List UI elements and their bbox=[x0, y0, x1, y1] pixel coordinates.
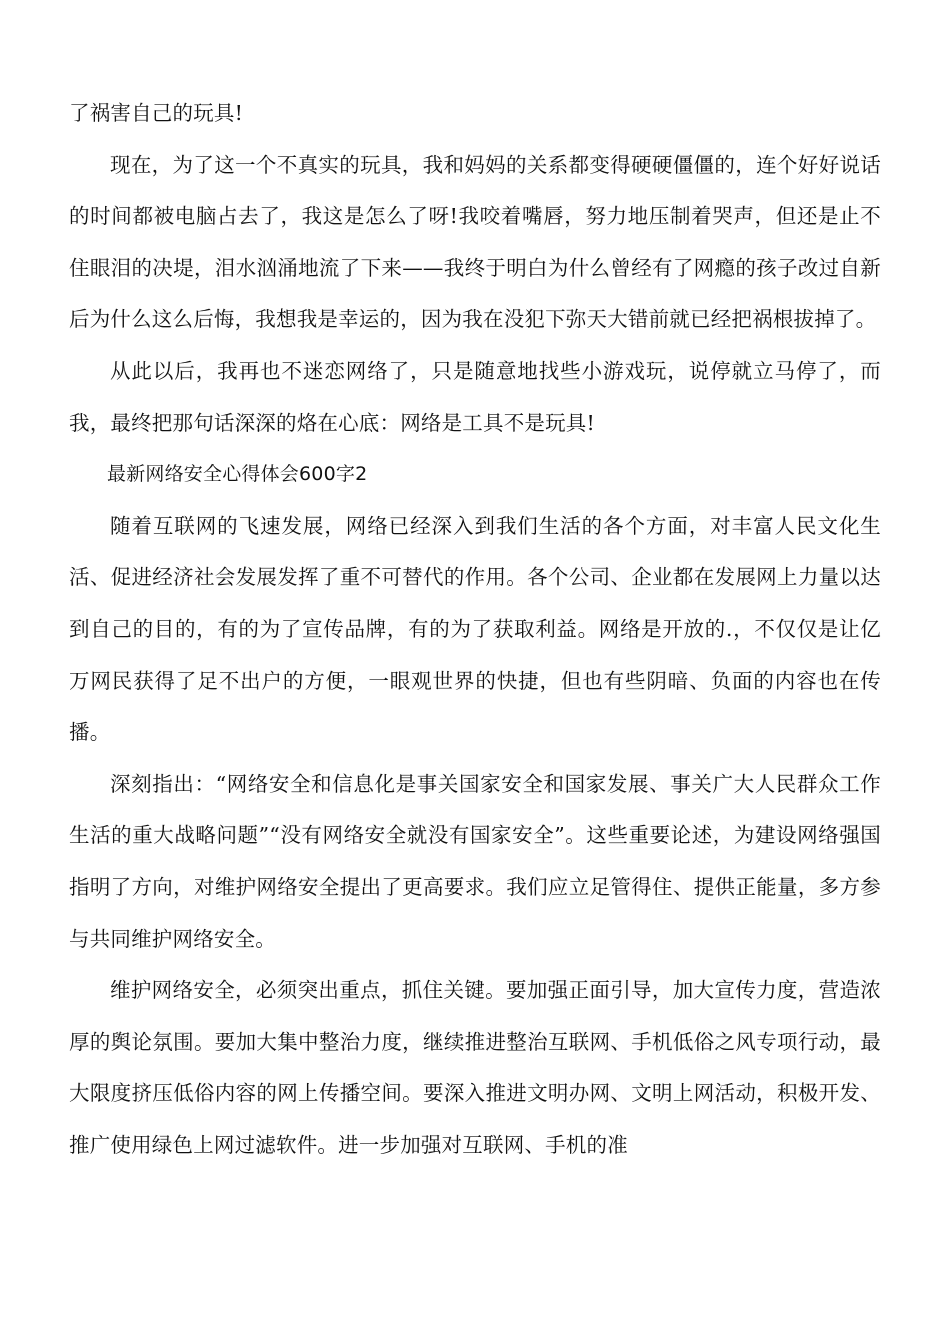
paragraph: 现在，为了这一个不真实的玩具，我和妈妈的关系都变得硬硬僵僵的，连个好好说话的时间都被电脑占去了，我这是怎么了呀!我咬着嘴唇，努力地压制着哭声，但还是止不住眼泪的决堤，泪水汹涌地流了下来——我终于明白为什么曾经有了网瘾的孩子改过自新后为什么这么后悔，我想我是幸运的，因为我在没犯下弥天大错前就已经把祸根拔掉了。 bbox=[69, 152, 881, 332]
document-body bbox=[69, 88, 881, 1171]
paragraph-continuation: 了祸害自己的玩具! bbox=[69, 101, 244, 125]
paragraph: 从此以后，我再也不迷恋网络了，只是随意地找些小游戏玩，说停就立马停了，而我，最终把那句话深深的烙在心底：网络是工具不是玩具! bbox=[69, 358, 881, 435]
paragraph: 随着互联网的飞速发展，网络已经深入到我们生活的各个方面，对丰富人民文化生活、促进经济社会发展发挥了重不可替代的作用。各个公司、企业都在发展网上力量以达到自己的目的，有的为了宣传品牌，有的为了获取利益。网络是开放的.，不仅仅是让亿万网民获得了足不出户的方便，一眼观世界的快捷，但也有些阴暗、负面的内容也在传播。 bbox=[69, 513, 881, 745]
paragraph: 维护网络安全，必须突出重点，抓住关键。要加强正面引导，加大宣传力度，营造浓厚的舆论氛围。要加大集中整治力度，继续推进整治互联网、手机低俗之风专项行动，最大限度挤压低俗内容的网上传播空间。要深入推进文明办网、文明上网活动，积极开发、推广使用绿色上网过滤软件。进一步加强对互联网、手机的准 bbox=[69, 978, 881, 1157]
paragraph: 深刻指出：“网络安全和信息化是事关国家安全和国家发展、事关广大人民群众工作生活的重大战略问题”“没有网络安全就没有国家安全”。这些重要论述，为建设网络强国指明了方向，对维护网络安全提出了更高要求。我们应立足管得住、提供正能量，多方参与共同维护网络安全。 bbox=[69, 771, 881, 951]
section-heading: 最新网络安全心得体会600字2 bbox=[107, 463, 368, 486]
